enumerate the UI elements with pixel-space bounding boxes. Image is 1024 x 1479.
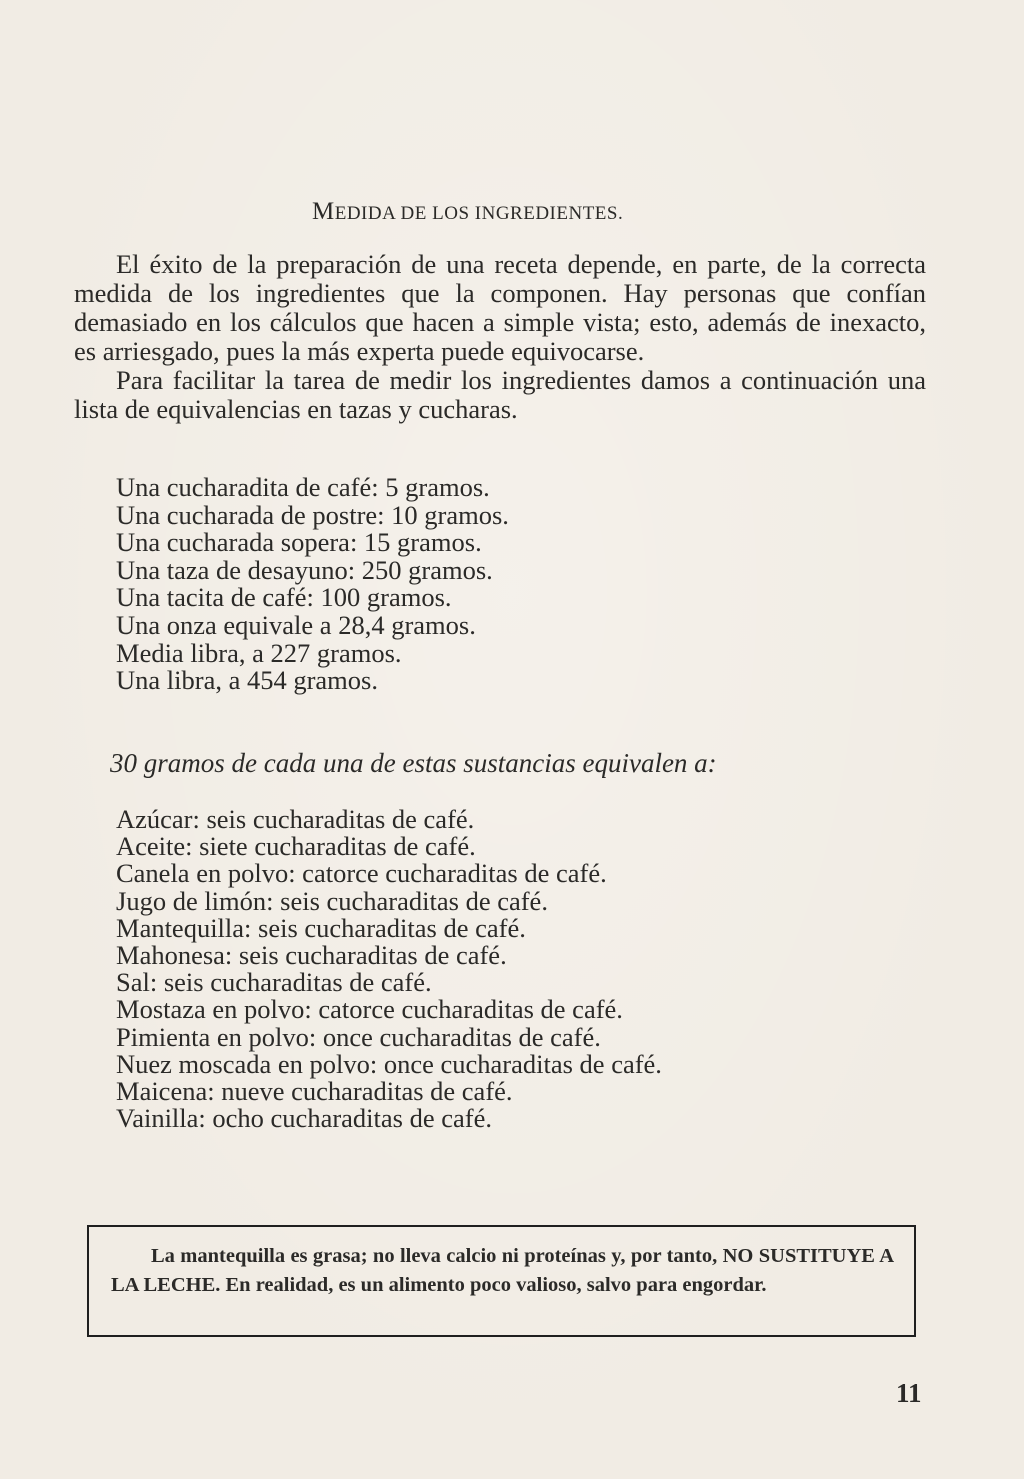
list-item: Nuez moscada en polvo: once cucharaditas de café. [116,1048,662,1079]
list-item: Una libra, a 454 gramos. [116,665,378,696]
note-text: La mantequilla es grasa; no lleva calcio ni proteínas y, por tanto, NO SUSTITUYE A LA LECHE. En realidad, es un alimento poco valioso, salvo para engordar. [111,1245,894,1296]
list-item: Pimienta en polvo: once cucharaditas de café. [116,1021,601,1052]
list-item: Una tacita de café: 100 gramos. [116,582,452,613]
list-item: Una cucharada de postre: 10 gramos. [116,499,509,530]
list-item: Mantequilla: seis cucharaditas de café. [116,912,526,943]
intro-paragraph-2: Para facilitar la tarea de medir los ingredientes damos a continuación una lista de equivalencias en tazas y cucharas. [74,365,926,424]
section-heading [312,198,623,226]
note-box [87,1225,916,1337]
list-item: Sal: seis cucharaditas de café. [116,967,432,998]
list-item: Una onza equivale a 28,4 gramos. [116,609,476,640]
list-item: Mostaza en polvo: catorce cucharaditas de café. [116,994,623,1025]
list-item: Una cucharada sopera: 15 gramos. [116,527,482,558]
intro-paragraph-1: El éxito de la preparación de una receta depende, en parte, de la correcta medida de los ingredientes que la componen. Hay personas que confían demasiado en los cálculos que hacen a simple vista; esto, además de inexacto, es arriesgado, pues la más experta puede equivocarse. [74,249,926,366]
heading-first-word-rest: EDIDA [334,203,396,224]
list-item: Vainilla: ocho cucharaditas de café. [116,1103,492,1134]
intro-text [74,250,926,424]
list-item: Mahonesa: seis cucharaditas de café. [116,940,507,971]
equivalence-list [116,474,509,695]
list-item: Jugo de limón: seis cucharaditas de café. [116,885,548,916]
substance-list [116,806,662,1132]
heading-initial: M [312,198,335,225]
heading-rest: DE LOS INGREDIENTES. [395,203,624,224]
list-item: Maicena: nueve cucharaditas de café. [116,1076,513,1107]
list-item: Aceite: siete cucharaditas de café. [116,831,476,862]
list-item: Una cucharadita de café: 5 gramos. [116,472,490,502]
substances-subtitle: 30 gramos de cada una de estas sustancias equivalen a: [110,748,717,778]
list-item: Azúcar: seis cucharaditas de café. [116,804,475,834]
list-item: Media libra, a 227 gramos. [116,637,402,668]
list-item: Canela en polvo: catorce cucharaditas de café. [116,858,607,889]
list-item: Una taza de desayuno: 250 gramos. [116,554,493,585]
page-number: 11 [896,1378,922,1408]
